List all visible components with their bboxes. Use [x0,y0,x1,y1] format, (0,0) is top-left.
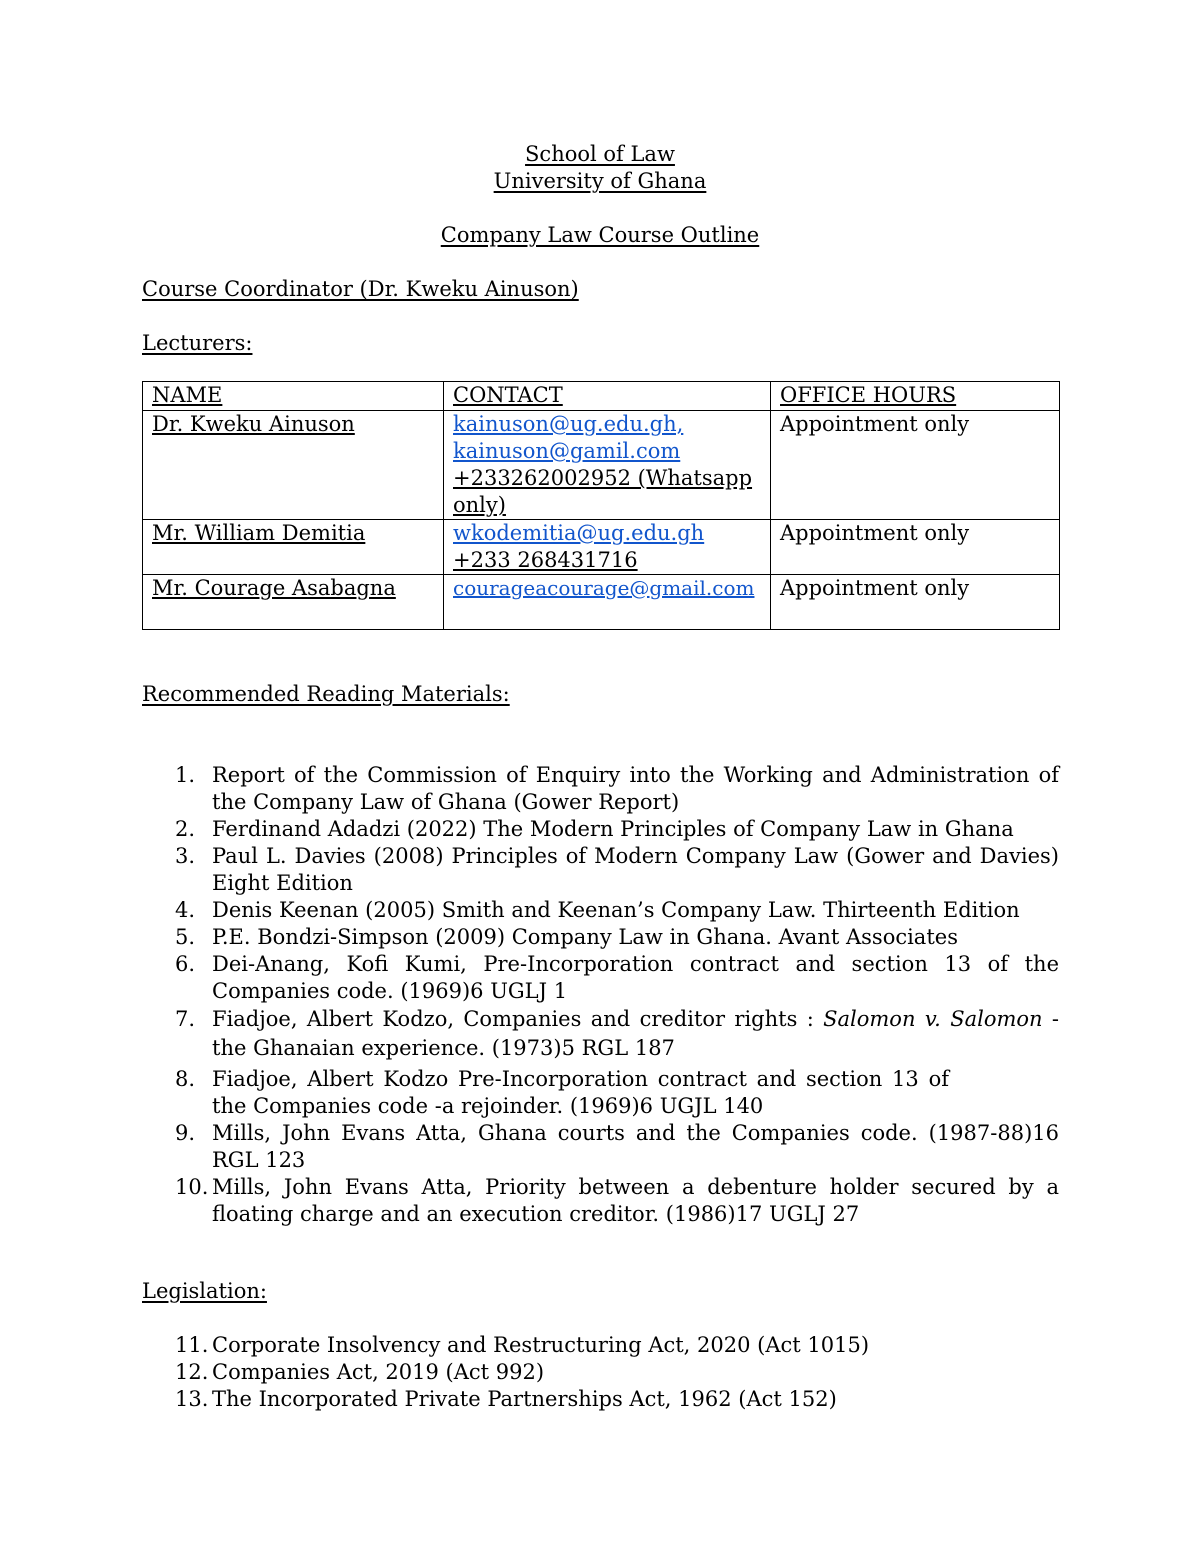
lecturer-contact [444,575,771,630]
list-item: 7. Fiadjoe, Albert Kodzo, Companies and creditor rights : Salomon v. Salomon - the Ghanaian experience. (1973)5 RGL 187 [175,1007,1060,1060]
table-header-row [143,382,1060,411]
lecturer-name: Mr. Courage Asabagna [143,575,444,630]
header-office-hours: OFFICE HOURS [771,382,1060,411]
office-hours: Appointment only [771,520,1060,575]
header-name: NAME [143,382,444,411]
lecturers-heading: Lecturers: [142,331,253,355]
reading-heading: Recommended Reading Materials: [142,682,510,706]
lecturer-name: Mr. William Demitia [143,520,444,575]
list-item: 9. Mills, John Evans Atta, Ghana courts and the Companies code. (1987-88)16 RGL 123 [175,1121,1059,1172]
list-item: 6. Dei-Anang, Kofi Kumi, Pre-Incorporation contract and section 13 of the Companies code. (1969)6 UGLJ 1 [175,952,1059,1003]
list-item: 11. Corporate Insolvency and Restructuring Act, 2020 (Act 1015) [175,1333,870,1357]
table-row [143,575,1060,630]
list-item: 1. Report of the Commission of Enquiry into the Working and Administration of the Company Law of Ghana (Gower Report) [175,763,1059,814]
email-link[interactable]: kainuson@gamil.com [453,439,681,463]
list-item: 13. The Incorporated Private Partnerships Act, 1962 (Act 152) [175,1387,837,1411]
list-item: 4. Denis Keenan (2005) Smith and Keenan’s Company Law. Thirteenth Edition [175,898,1020,922]
legislation-list [142,1332,1059,1413]
email-link[interactable]: wkodemitia@ug.edu.gh [453,521,705,545]
table-row [143,520,1060,575]
university-name: University of Ghana [493,169,707,193]
list-item: 2. Ferdinand Adadzi (2022) The Modern Principles of Company Law in Ghana [175,817,1014,841]
list-item: 5. P.E. Bondzi-Simpson (2009) Company Law in Ghana. Avant Associates [175,925,958,949]
header-contact: CONTACT [444,382,771,411]
list-item: 3. Paul L. Davies (2008) Principles of Modern Company Law (Gower and Davies) Eight Edition [175,844,1059,895]
reading-list [142,762,1059,1228]
office-hours: Appointment only [771,411,1060,520]
email-link[interactable]: courageacourage@gmail.com [453,576,755,600]
lecturer-contact [444,411,771,520]
table-row [143,411,1060,520]
school-name: School of Law [525,142,675,166]
list-item: 10. Mills, John Evans Atta, Priority between a debenture holder secured by a floating charge and an execution creditor. (1986)17 UGLJ 27 [175,1175,1059,1226]
lecturer-name: Dr. Kweku Ainuson [143,411,444,520]
list-item: 8. Fiadjoe, Albert Kodzo Pre-Incorporation contract and section 13 of the Companies code -a rejoinder. (1969)6 UGJL 140 [175,1067,949,1118]
email-link[interactable]: kainuson@ug.edu.gh, [453,412,684,436]
course-coordinator: Course Coordinator (Dr. Kweku Ainuson) [142,277,579,301]
document-title: Company Law Course Outline [440,223,760,247]
phone-number: +233 268431716 [453,548,638,572]
phone-number: +233262002952 (Whatsapp only) [453,466,753,517]
legislation-heading: Legislation: [142,1279,267,1303]
lecturer-contact [444,520,771,575]
list-item: 12. Companies Act, 2019 (Act 992) [175,1360,545,1384]
office-hours: Appointment only [771,575,1060,630]
lecturers-table [142,381,1060,630]
